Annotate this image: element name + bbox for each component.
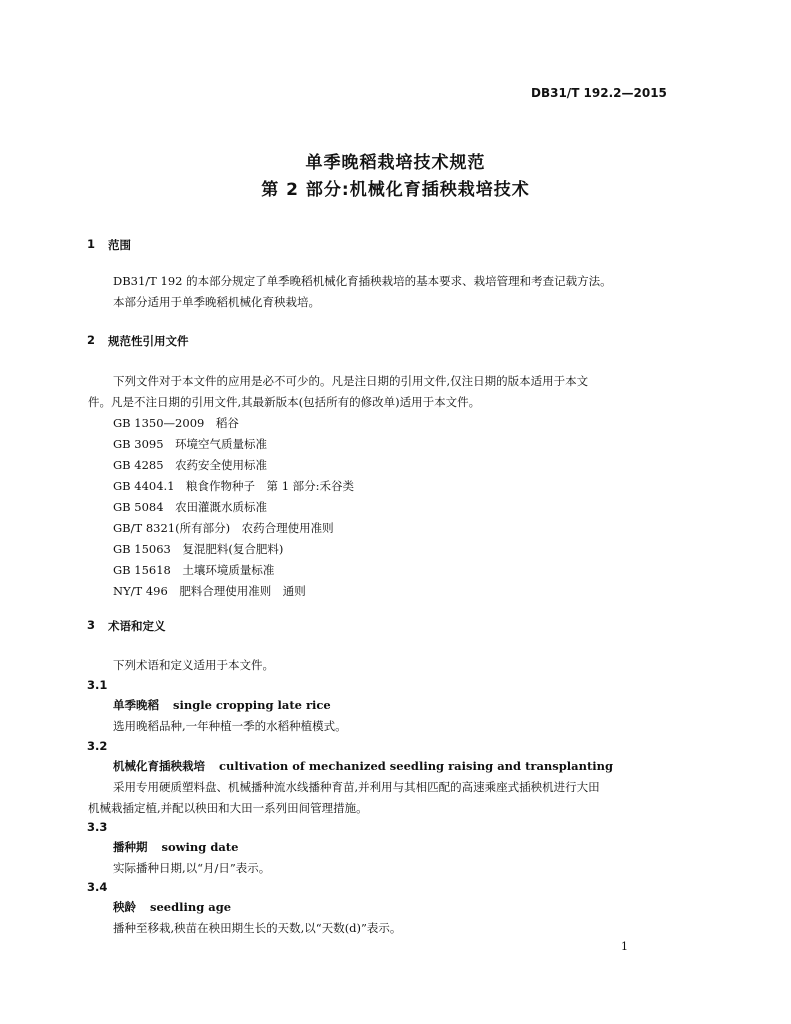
section-1-number: 1 bbox=[87, 237, 96, 251]
section-2-paragraph-line2: 件。凡是不注日期的引用文件,其最新版本(包括所有的修改单)适用于本文件。 bbox=[88, 395, 481, 409]
term-heading: 秧龄 seedling age bbox=[113, 900, 232, 914]
document-title-line1: 单季晚稻栽培技术规范 bbox=[305, 153, 486, 173]
reference-item: NY/T 496 肥料合理使用准则 通则 bbox=[113, 584, 306, 598]
section-2-number: 2 bbox=[87, 333, 96, 347]
term-heading: 播种期 sowing date bbox=[113, 840, 239, 854]
term-definition: 播种至移栽,秧苗在秧田期生长的天数,以“天数(d)”表示。 bbox=[113, 921, 402, 935]
term-definition: 实际播种日期,以“月/日”表示。 bbox=[113, 861, 271, 875]
term-number: 3.2 bbox=[87, 739, 108, 753]
reference-item: GB 5084 农田灌溉水质标准 bbox=[113, 500, 268, 514]
term-number: 3.1 bbox=[87, 678, 108, 692]
section-2-paragraph-line1: 下列文件对于本文件的应用是必不可少的。凡是注日期的引用文件,仅注日期的版本适用于本文 bbox=[113, 374, 589, 388]
section-3-heading: 术语和定义 bbox=[108, 619, 166, 633]
section-1-paragraph-1: DB31/T 192 的本部分规定了单季晚稻机械化育插秧栽培的基本要求、栽培管理和考查记载方法。 bbox=[113, 274, 612, 288]
section-3-intro: 下列术语和定义适用于本文件。 bbox=[113, 658, 274, 672]
reference-item: GB/T 8321(所有部分) 农药合理使用准则 bbox=[113, 521, 334, 535]
section-1-heading: 范围 bbox=[108, 238, 131, 252]
term-definition-continued: 机械栽插定植,并配以秧田和大田一系列田间管理措施。 bbox=[88, 801, 368, 815]
section-3-number: 3 bbox=[87, 618, 96, 632]
term-number: 3.3 bbox=[87, 820, 108, 834]
page-number: 1 bbox=[621, 940, 628, 953]
section-2-heading: 规范性引用文件 bbox=[108, 334, 189, 348]
section-1-paragraph-2: 本部分适用于单季晚稻机械化育秧栽培。 bbox=[113, 295, 320, 309]
term-definition: 选用晚稻品种,一年种植一季的水稻种植模式。 bbox=[113, 719, 347, 733]
reference-item: GB 15618 土壤环境质量标准 bbox=[113, 563, 275, 577]
reference-item: GB 3095 环境空气质量标准 bbox=[113, 437, 268, 451]
term-heading: 单季晚稻 single cropping late rice bbox=[113, 698, 331, 712]
reference-item: GB 4404.1 粮食作物种子 第 1 部分:禾谷类 bbox=[113, 479, 355, 493]
reference-item: GB 4285 农药安全使用标准 bbox=[113, 458, 268, 472]
document-code: DB31/T 192.2—2015 bbox=[531, 86, 667, 100]
document-title-line2: 第 2 部分:机械化育插秧栽培技术 bbox=[261, 180, 530, 200]
reference-item: GB 15063 复混肥料(复合肥料) bbox=[113, 542, 284, 556]
term-number: 3.4 bbox=[87, 880, 108, 894]
term-heading: 机械化育插秧栽培 cultivation of mechanized seedling raising and transplanting bbox=[113, 759, 614, 773]
reference-item: GB 1350—2009 稻谷 bbox=[113, 416, 239, 430]
term-definition: 采用专用硬质塑料盘、机械播种流水线播种育苗,并利用与其相匹配的高速乘座式插秧机进行大田 bbox=[113, 780, 600, 794]
